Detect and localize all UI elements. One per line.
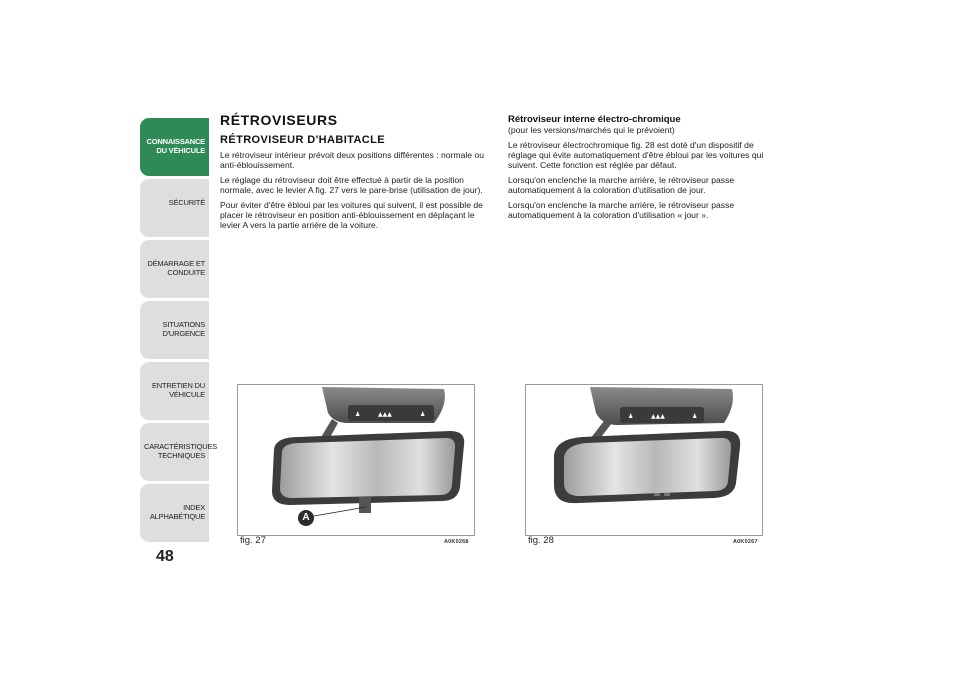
paragraph: Lorsqu'on enclenche la marche arrière, le rétroviseur passe automatiquement à la coloration d'utilisation « jour ». — [508, 200, 735, 220]
section-subtitle: RÉTROVISEUR D'HABITACLE — [220, 134, 386, 146]
right-text-column — [508, 114, 774, 225]
paragraph: Lorsqu'on enclenche la marche arrière, le rétroviseur passe automatiquement à la coloration d'utilisation de jour. — [508, 175, 735, 195]
paragraph: Le réglage du rétroviseur doit être effectué à partir de la position normale, avec le levier A fig. 27 vers le pare-brise (utilisation de jour). — [220, 175, 483, 195]
interior-mirror-illustration — [238, 385, 474, 535]
figure-28-frame — [525, 384, 763, 536]
tab-label-line: VÉHICULE — [169, 390, 205, 399]
version-note: (pour les versions/marchés qui le prévoient) — [508, 125, 675, 135]
tab-label-line: DU VÉHICULE — [156, 146, 205, 155]
tab-situations-durgence[interactable] — [140, 301, 209, 359]
callout-label-A: A — [302, 512, 310, 523]
svg-text:♟: ♟ — [355, 411, 361, 418]
paragraph: Pour éviter d'être ébloui par les voitures qui suivent, il est possible de placer le rétroviseur en position anti-éblouissement en déplaçant le levier A vers la partie arrière de la voiture. — [220, 200, 483, 230]
figure-code: A0K0267 — [733, 539, 758, 545]
figure-code: A0K0268 — [444, 539, 469, 545]
tab-entretien-du-vehicule[interactable] — [140, 362, 209, 420]
tab-label-line: CARACTÉRISTIQUES — [144, 442, 218, 451]
tab-demarrage-et-conduite[interactable] — [140, 240, 209, 298]
figure-caption: fig. 28 — [528, 535, 554, 546]
tab-label-line: TECHNIQUES — [157, 451, 205, 460]
left-text-column — [220, 112, 492, 235]
tab-label-line: CONNAISSANCE — [146, 137, 205, 146]
svg-text:♟: ♟ — [628, 413, 634, 420]
tab-label-line: D'URGENCE — [162, 329, 205, 338]
tab-label-line: SÉCURITÉ — [168, 198, 205, 207]
paragraph: Le rétroviseur électrochromique fig. 28 est doté d'un dispositif de réglage qui évite automatiquement d'être ébloui par les voitures qui suivent. Cette fonction est réglée par défaut. — [508, 140, 764, 170]
tab-label-line: CONDUITE — [167, 268, 205, 277]
tab-label-line: ENTRETIEN DU — [151, 381, 205, 390]
mirror-glass — [564, 438, 731, 496]
figure-caption: fig. 27 — [240, 535, 266, 546]
section-title: RÉTROVISEURS — [220, 112, 338, 128]
section-tabs — [140, 118, 218, 545]
svg-text:♟: ♟ — [420, 411, 426, 418]
tab-label-line: DÉMARRAGE ET — [147, 259, 205, 268]
svg-text:♟: ♟ — [692, 413, 698, 420]
tab-securite[interactable] — [140, 179, 209, 237]
tab-connaissance-du-vehicule[interactable] — [140, 118, 209, 176]
electrochromic-mirror-illustration — [526, 385, 762, 535]
svg-text:▲▲▲: ▲▲▲ — [651, 413, 665, 420]
paragraph: Le rétroviseur intérieur prévoit deux positions différentes : normale ou anti-éblouissement. — [220, 150, 485, 170]
tab-index-alphabetique[interactable] — [140, 484, 209, 542]
svg-text:▲▲▲: ▲▲▲ — [378, 411, 392, 418]
lever-A — [359, 497, 371, 513]
tab-label-line: ALPHABÉTIQUE — [149, 512, 205, 521]
tab-label-line: SITUATIONS — [162, 320, 205, 329]
tab-caracteristiques-techniques[interactable] — [140, 423, 218, 481]
mirror-glass — [280, 438, 455, 498]
tab-label-line: INDEX — [183, 503, 205, 512]
page-number: 48 — [156, 548, 174, 565]
figure-27-frame — [237, 384, 475, 536]
subsection-heading: Rétroviseur interne électro-chromique — [508, 114, 681, 125]
